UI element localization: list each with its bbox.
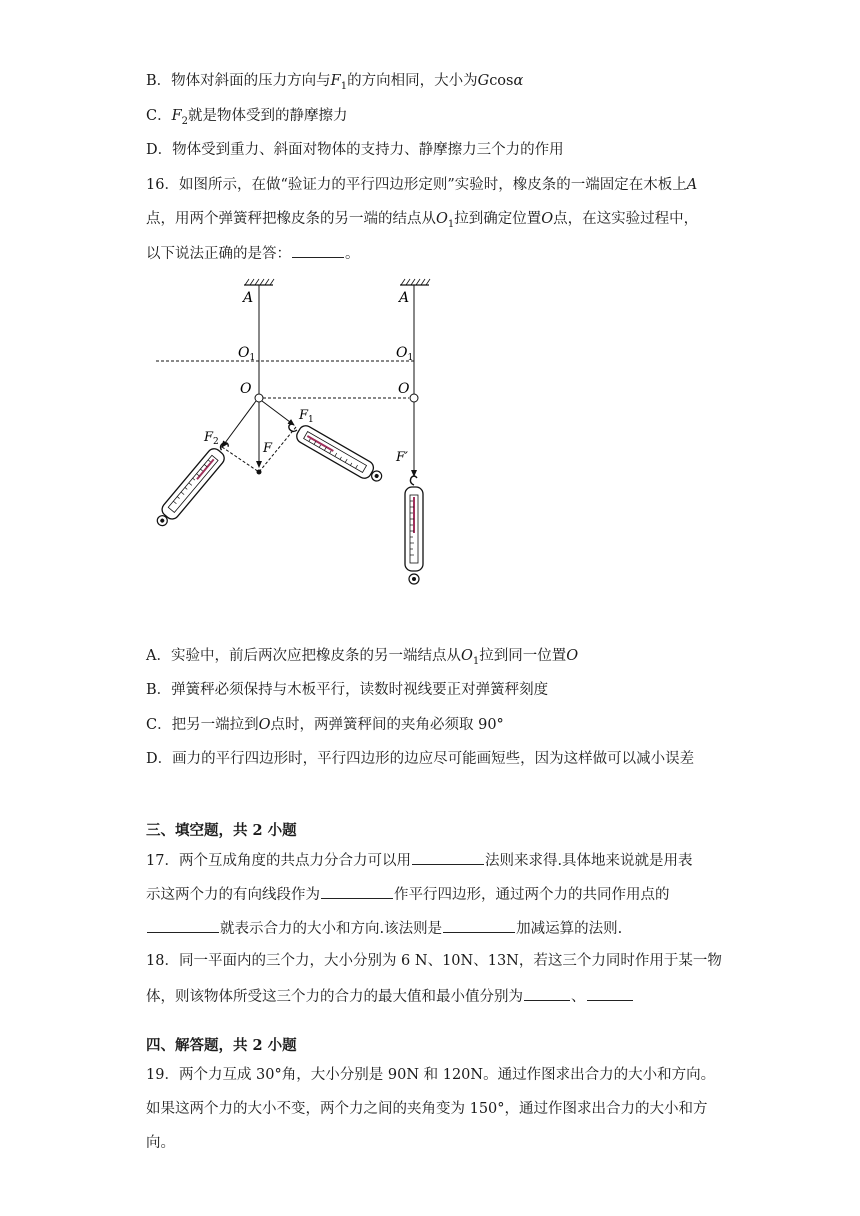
spring-balance-vertical [405, 476, 423, 584]
q19-line1: 19．两个力互成 30°角，大小分别是 90N 和 120N。通过作图求出合力的大小和方向。 [146, 1067, 716, 1083]
label-f: F [263, 441, 273, 456]
option-c-prev: C．$F_2$就是物体受到的静摩擦力 [146, 108, 348, 127]
spring-balance-2 [152, 437, 234, 530]
q17-line1: 17．两个互成角度的共点力分合力可以用 法则来求得.具体地来说就是用表 [146, 850, 693, 871]
q17-line2: 示这两个力的有向线段作为 作平行四边形，通过两个力的共同作用点的 [146, 884, 670, 905]
left-label-o: O [240, 381, 252, 397]
q17-blank-1[interactable] [412, 850, 484, 865]
answer-blank[interactable] [292, 243, 344, 258]
q16-line3: 以下说法正确的是答： 。 [146, 243, 360, 264]
option-b-prev: B．物体对斜面的压力方向与$F_1$的方向相同，大小为Gcosα [146, 73, 524, 92]
q19-line2: 如果这两个力的大小不变，两个力之间的夹角变为 150°，通过作图求出合力的大小和方 [146, 1101, 708, 1117]
right-label-o1: $O_1$ [396, 345, 414, 363]
label-f-prime: F′ [396, 450, 408, 465]
q16-option-a[interactable]: A．实验中，前后两次应把橡皮条的另一端结点从$O_1$拉到同一位置O [146, 648, 579, 667]
right-setup [395, 279, 430, 584]
right-ceiling-hatch [401, 279, 430, 285]
q19-line3: 向。 [146, 1135, 175, 1151]
parallelogram-side-1 [222, 447, 259, 472]
f2-arrow [222, 401, 256, 447]
left-label-o1: $O_1$ [238, 345, 256, 363]
left-ceiling-hatch [245, 279, 274, 285]
label-f1: $F_1$ [299, 408, 314, 425]
right-label-a: A [399, 290, 410, 306]
q16-option-d[interactable]: D．画力的平行四边形时，平行四边形的边应尽可能画短些，因为这样做可以减小误差 [146, 751, 695, 767]
q18-line1: 18．同一平面内的三个力，大小分别为 6 N、10N、13N，若这三个力同时作用于某一物 [146, 953, 722, 969]
right-label-o: O [398, 381, 410, 397]
q16-line1: 16．如图所示，在做“验证力的平行四边形定则”实验时，橡皮条的一端固定在木板上A [146, 177, 698, 193]
f1-arrow [262, 401, 294, 425]
section3-heading: 三、填空题，共 2 小题 [146, 822, 297, 839]
right-knot [410, 394, 418, 402]
label-f2: $F_2$ [204, 430, 219, 447]
q17-blank-2[interactable] [321, 884, 393, 899]
left-knot [255, 394, 263, 402]
left-setup [152, 279, 385, 530]
q17-blank-3[interactable] [147, 918, 219, 933]
q18-blank-min[interactable] [587, 986, 633, 1001]
section4-heading: 四、解答题，共 2 小题 [146, 1037, 297, 1054]
q18-blank-max[interactable] [524, 986, 570, 1001]
q16-option-c[interactable]: C．把另一端拉到O点时，两弹簧秤间的夹角必须取 90° [146, 717, 504, 733]
option-d-prev: D．物体受到重力、斜面对物体的支持力、静摩擦力三个力的作用 [146, 142, 564, 158]
left-label-a: A [243, 290, 254, 306]
resultant-point [257, 470, 262, 475]
q16-line2: 点，用两个弹簧秤把橡皮条的另一端的结点从$O_1$拉到确定位置O点，在这实验过程中， [146, 211, 699, 230]
q17-blank-4[interactable] [443, 918, 515, 933]
q17-line3: 就表示合力的大小和方向.该法则是 加减运算的法则. [146, 918, 622, 939]
spring-balance-1 [285, 418, 386, 487]
experiment-figure [150, 276, 440, 596]
q18-line2: 体，则该物体所受这三个力的合力的最大值和最小值分别为 、 [146, 986, 634, 1007]
q16-option-b[interactable]: B．弹簧秤必须保持与木板平行，读数时视线要正对弹簧秤刻度 [146, 682, 549, 698]
